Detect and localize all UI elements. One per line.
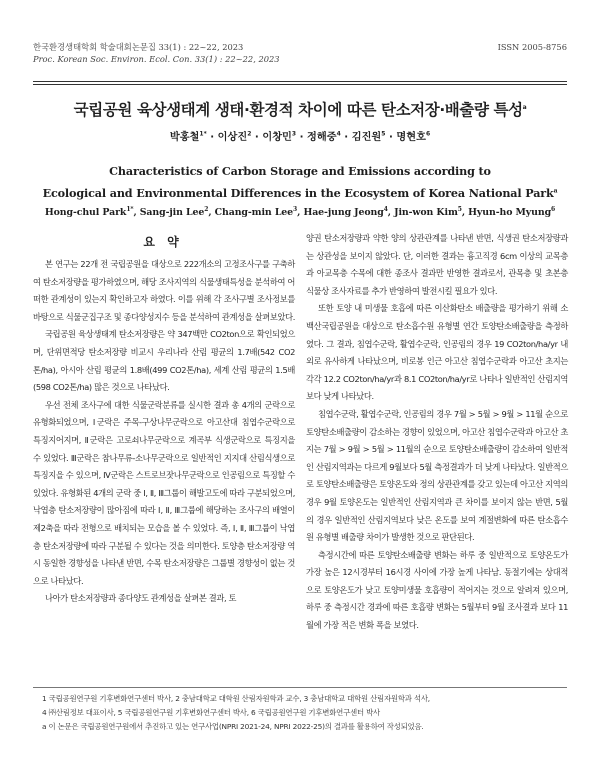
page-title-ko: 국립공원 육상생태계 생태·환경적 차이에 따른 탄소저장·배출량 특성$^a$	[73, 101, 527, 119]
author-affiliation-mark: 4	[336, 130, 341, 138]
author-name: 김진원	[351, 132, 382, 143]
author-name: Hae-jung Jeong	[303, 207, 384, 218]
author-name: 이창민	[262, 132, 292, 143]
footnote-line: 1 국립공원연구원 기후변화연구센터 박사, 2 충남대학교 대학원 산림자원학과 교수, 3 충남대학교 대학원 산림자원학과 석사,	[42, 694, 430, 703]
authors-en: Hong-chul Park$^{1*}$, Sang-jin Lee$^2$, Chang-min Lee$^3$, Hae-jung Jeong$^4$, Jin-won Kim$^5$, Hyun-ho Myung$^6$	[44, 205, 556, 218]
header-rule-top	[33, 81, 567, 82]
author-name: Hyun-ho Myung	[468, 207, 552, 218]
abstract-paragraph: 본 연구는 22개 전 국립공원을 대상으로 222개소의 고정조사구를 구축하여 탄소저장량을 평가하였으며, 해당 조사지역의 식물생태특성을 분석하여 어떠한 관계성이 있는지 확인하고자 하였다. 이를 위해 각 조사구별 조사정보를 바탕으로 식물군집구조 및 종다양성지수 등을 분석하여 관계성을 살펴보았다.	[33, 259, 296, 322]
author-name: 명현호	[396, 132, 426, 143]
left-column	[33, 256, 295, 608]
abstract-paragraph: 국립공원 육상생태계 탄소저장량은 약 347백만 CO2ton으로 확인되었으며, 단위면적당 탄소저장량 비교시 우리나라 산림 평균의 1.7배(542 CO2톤/ha), 아시아 산림 평균의 1.8배(499 CO2톤/ha), 세계 산림 평균의 1.5배(598 CO2톤/ha) 많은 것으로 나타났다.	[33, 329, 295, 393]
author-name: 정해중	[307, 132, 337, 143]
author-name: Hong-chul Park	[44, 207, 127, 218]
right-column	[306, 230, 568, 635]
author-name: 이상진	[217, 132, 248, 143]
footnote-rule	[33, 687, 567, 688]
author-affiliation-mark: 4	[383, 205, 388, 213]
abstract-paragraph: 또한 토양 내 미생물 호흡에 따른 이산화탄소 배출량을 평가하기 위해 소백산국립공원을 대상으로 탄소흡수원 유형별 연간 토양탄소배출량을 측정하였다. 그 결과, 침엽수군락, 활엽수군락, 인공림의 경우 19 CO2ton/ha/yr 내외로 유사하게 나타났으며, 비로봉 인근 아고산 침엽수군락과 아고산 초지는 각각 12.2 CO2ton/ha/yr과 8.1 CO2ton/ha/yr로 나타나 일반적인 산림지역 보다 낮게 나타났다.	[306, 303, 568, 402]
issn: ISSN 2005-8756	[497, 42, 567, 52]
author-affiliation-mark: 3	[293, 205, 298, 213]
header-rule-bottom	[33, 84, 567, 85]
abstract-paragraph: 침엽수군락, 활엽수군락, 인공림의 경우 7월 > 5월 > 9월 > 11월 순으로 토양탄소배출량이 감소하는 경향이 있었으며, 아고산 침엽수군락과 아고산 초지는 7월 > 9월 > 5월 > 11월의 순으로 토양탄소배출량이 감소하여 일반적인 산림지역과는 다르게 9월보다 5월 측정결과가 더 낮게 나타났다. 일반적으로 토양탄소배출량은 토양온도와 정의 상관관계를 갖고 있는데 아고산 지역의 경우 9월 토양온도는 일반적인 산림지역과 큰 차이를 보이지 않는 반면, 5월의 경우 일반적인 산림지역보다 낮은 온도를 보여 계절변화에 따른 탄소흡수원 유형별 배출량 차이가 발생한 것으로 판단된다.	[306, 408, 569, 543]
author-name: 박홍철	[169, 132, 200, 143]
journal-citation-ko: 한국환경생태학회 학술대회논문집 33(1) : 22~22, 2023	[33, 42, 244, 52]
author-affiliation-mark: 1*	[199, 130, 207, 138]
abstract-paragraph: 나아가 탄소저장량과 종다양도 관계성을 살펴본 결과, 토	[45, 593, 237, 604]
running-header	[33, 41, 567, 65]
author-name: Chang-min Lee	[214, 207, 294, 218]
author-affiliation-mark: 3	[291, 130, 297, 138]
author-name: Sang-jin Lee	[139, 207, 205, 218]
abstract-paragraph: 우선 전체 조사구에 대한 식물군락분류를 실시한 결과 총 4개의 군락으로 유형화되었으며, Ⅰ군락은 주목-구상나무군락으로 아고산대 침엽수군락으로 특징지어지며, Ⅱ군락은 고로쇠나무군락으로 계곡부 식생군락으로 특징지을 수 있었다. Ⅲ군락은 참나무류-소나무군락으로 일반적인 지지대 산림식생으로 특징지을 수 있으며, Ⅳ군락은 스트로브잣나무군락으로 인공림으로 특징할 수 있었다. 유형화된 4개의 군락 중 Ⅰ, Ⅱ, Ⅲ그룹이 해발고도에 따라 구분되었으며, 낙엽층 탄소저장량이 많아짐에 따라 Ⅰ, Ⅱ, Ⅲ그룹에 해당하는 조사구의 배열이 제2축을 따라 전형으로 배치되는 모습을 볼 수 있었다. 즉, Ⅰ, Ⅱ, Ⅲ그룹이 낙엽층 탄소저장량에 따라 구분될 수 있다는 것을 의미한다. 토양층 탄소저장량 역시 동일한 경향성을 나타낸 반면, 수목 탄소저장량은 그룹별 경향성이 없는 것으로 나타났다.	[33, 399, 295, 586]
journal-citation-en: Proc. Korean Soc. Environ. Ecol. Con. 33(1) : 22~22, 2023	[33, 54, 280, 64]
footnote-line: a 이 논문은 국립공원연구원에서 추진하고 있는 연구사업(NPRI 2021-24, NPRI 2022-25)의 결과를 활용하여 작성되었음.	[42, 722, 424, 731]
page-title-en: Characteristics of Carbon Storage and Emissions according to Ecological and Environmental Differences in the Ecosystem of Korea National Park$^a$	[42, 164, 558, 200]
author-affiliation-mark: 2	[204, 205, 209, 213]
author-affiliation-mark: 5	[457, 205, 462, 213]
author-affiliation-mark: 2	[247, 130, 252, 138]
author-affiliation-mark: 5	[381, 130, 386, 138]
footnote-line: 4 ㈜산림정보 대표이사, 5 국립공원연구원 기후변화연구센터 박사, 6 국립공원연구원 기후변화연구센터 박사	[42, 708, 380, 717]
authors-ko: 박홍철$^{1*}$ · 이상진$^2$ · 이창민$^3$ · 정해중$^4$ · 김진원$^5$ · 명현호$^6$	[169, 130, 431, 143]
abstract-paragraph: 측정시간에 따른 토양탄소배출량 변화는 하루 중 일반적으로 토양온도가 가장 높은 12시경부터 16시경 사이에 가장 높게 나타남. 동절기에는 상대적으로 토양온도가 낮고 토양미생물 호흡량이 적어지는 것으로 알려져 있으며, 하루 중 측정시간 경과에 따른 호흡량 변화는 5월부터 9월 조사결과 보다 11월에 가장 적은 변화 폭을 보였다.	[306, 549, 568, 631]
author-affiliation-mark: 6	[551, 205, 556, 213]
abstract-heading: 요 약	[143, 235, 183, 249]
author-affiliation-mark: 6	[425, 130, 431, 138]
author-affiliation-mark: 1*	[126, 205, 134, 213]
abstract-paragraph: 양권 탄소저장량과 약한 양의 상관관계를 나타낸 반면, 식생권 탄소저장량과는 상관성을 보이지 않았다. 단, 이러한 결과는 흉고직경 6cm 이상의 교목층과 아교목층 수목에 대한 종조사 결과만 반영한 결과로서, 관목층 및 초본층 식물상 조사자료를 추가 반영하여 발전시킬 필요가 있다.	[306, 233, 568, 296]
author-name: Jin-won Kim	[394, 207, 458, 218]
footnotes	[42, 692, 562, 734]
